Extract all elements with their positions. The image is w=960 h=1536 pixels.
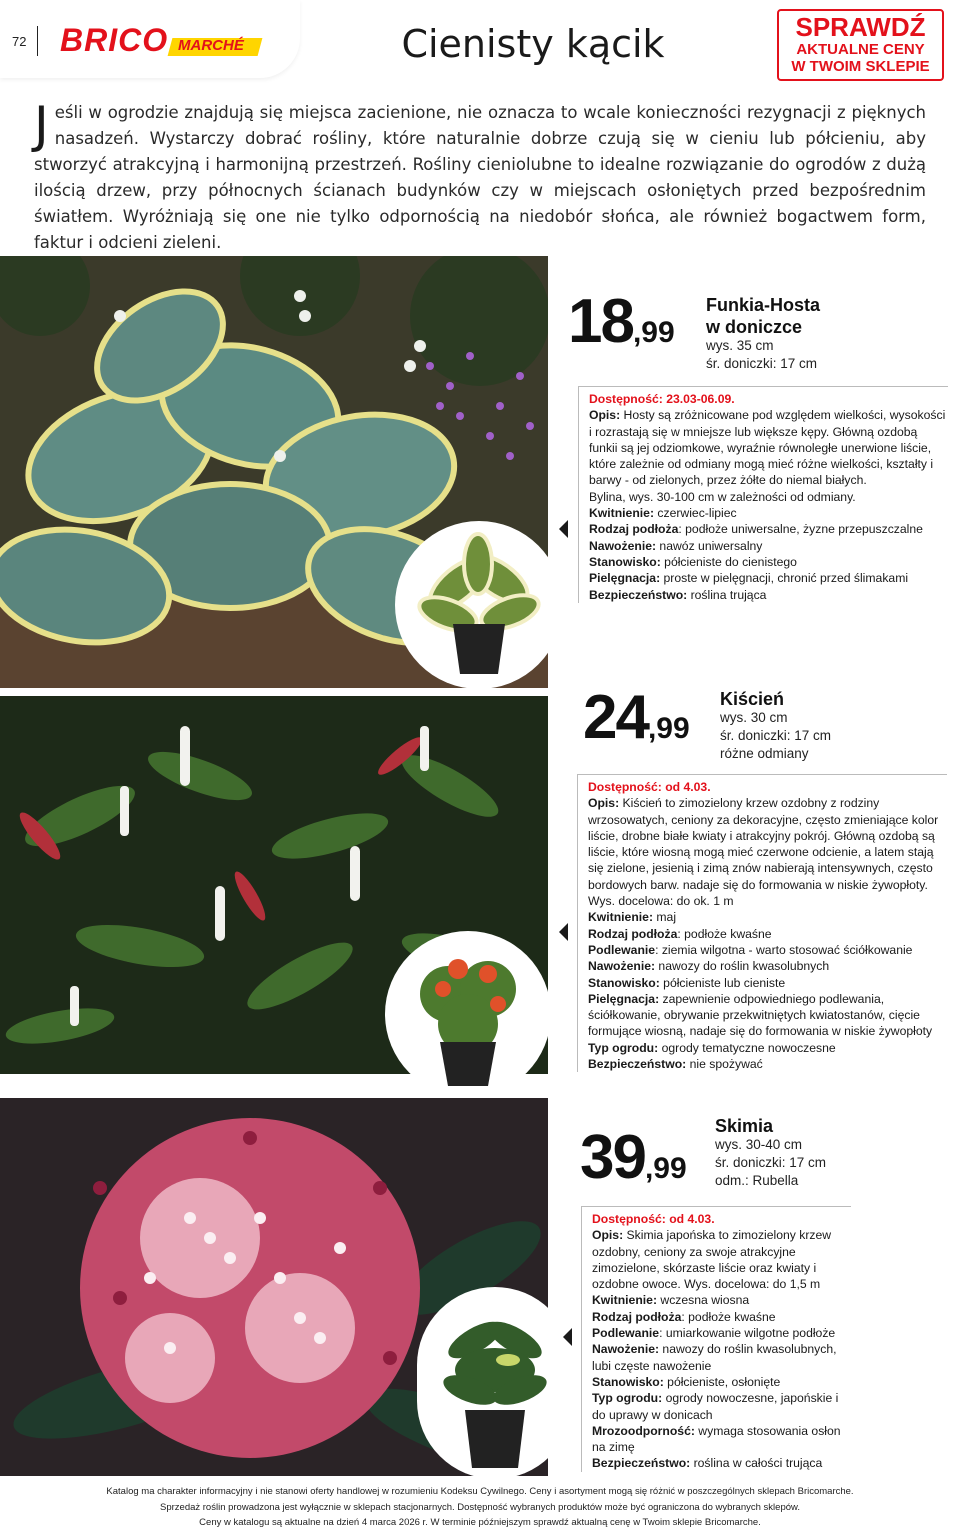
hosta-availability: Dostępność: 23.03-06.09. (589, 392, 735, 406)
skimia-name (715, 1115, 773, 1137)
intro-paragraph (34, 96, 926, 256)
legal-footer (20, 1484, 940, 1531)
skimia-desc-line: Podlewanie: umiarkowanie wilgotne podłoże (592, 1326, 836, 1341)
kiscien-desc-line: Bezpieczeństwo: nie spożywać (588, 1057, 763, 1072)
kiscien-desc-line: Podlewanie: ziemia wilgotna - warto stosować ściółkowanie (588, 942, 913, 957)
check-prices-line2: AKTUALNE CENY (796, 41, 925, 58)
check-prices-line1: SPRAWDŹ (795, 12, 926, 42)
kiscien-desc-line: Typ ogrodu: ogrody tematyczne nowoczesne (588, 1040, 836, 1055)
skimia-specs (715, 1136, 826, 1190)
kiscien-pot-size: śr. doniczki: 17 cm (720, 728, 832, 743)
hosta-pot-photo (398, 524, 560, 686)
skimia-pointer-icon (563, 1328, 572, 1346)
hosta-height: wys. 35 cm (706, 338, 774, 353)
logo-brico-text: BRICO (60, 22, 169, 58)
kiscien-desc-line: Kwitnienie: maj (588, 910, 677, 925)
skimia-description (581, 1206, 851, 1472)
kiscien-specs (720, 709, 831, 763)
skimia-height: wys. 30-40 cm (715, 1137, 803, 1152)
check-prices-line3: W TWOIM SKLEPIE (791, 58, 930, 75)
page-number: 72 (12, 34, 27, 49)
intro-dropcap: J (34, 96, 49, 154)
page-title: Cienisty kącik (401, 22, 665, 66)
intro-text: eśli w ogrodzie znajdują się miejsca zacienione, nie oznacza to wcale konieczności rezygnacji z pięknych nasadzeń. Wystarczy dobrać rośliny, które naturalnie dobrze czują się w cieniu lub półcieniu, aby stworzyć atrakcyjną i harmonijną przestrzeń. Rośliny cieniolubne to idealne rozwiązanie do ogrodów z dużą ilością drzew, przy północnych ścianach budynków czy w miejscach osłoniętych przed bezpośrednim światłem. Wyróżniają się one nie tylko odpornością na niedobór słońca, ale również bogactwem form, faktur i odcieni zieleni. (34, 103, 926, 252)
kiscien-height: wys. 30 cm (720, 710, 788, 725)
logo-marche-text: MARCHÉ (178, 37, 244, 54)
hosta-desc-line: Bylina, wys. 30-100 cm w zależności od odmiany. (589, 489, 856, 504)
hosta-description (578, 386, 948, 603)
hosta-name-line1: Funkia-Hosta (706, 295, 821, 315)
skimia-variety: odm.: Rubella (715, 1173, 799, 1188)
skimia-price-dec: ,99 (644, 1152, 687, 1185)
skimia-desc-line: Opis: Skimia japońska to zimozielony krzew ozdobny, ceniony za swoje atrakcyjne zimozielone, skórzaste liście oraz kwiaty i ozdobne owoce. Wys. docelowa: do 1,5 m (592, 1228, 832, 1292)
skimia-desc-line: Mrozoodporność: wymaga stosowania osłon na zimę (592, 1423, 841, 1455)
kiscien-availability: Dostępność: od 4.03. (588, 780, 711, 794)
skimia-price-int: 39 (580, 1123, 645, 1192)
hosta-desc-line: Nawożenie: nawóz uniwersalny (589, 538, 763, 553)
skimia-availability: Dostępność: od 4.03. (592, 1212, 715, 1226)
skimia-desc-line: Bezpieczeństwo: roślina w całości trująca (592, 1456, 823, 1471)
skimia-name-line1: Skimia (715, 1116, 774, 1136)
kiscien-desc-line: Pielęgnacja: zapewnienie odpowiedniego podlewania, ściółkowanie, obrywanie przekwitniętych kwiatostanów, cięcie formujące wiosną, nadaje się do formowania w niskie żywopłoty (588, 991, 933, 1039)
kiscien-desc-line: Stanowisko: półcieniste lub cieniste (588, 975, 786, 990)
kiscien-price-dec: ,99 (647, 712, 690, 745)
skimia-price (580, 1123, 687, 1192)
hosta-price (568, 287, 675, 356)
hosta-price-dec: ,99 (632, 316, 675, 349)
kiscien-desc-line: Nawożenie: nawozy do roślin kwasolubnych (588, 959, 830, 974)
skimia-desc-line: Rodzaj podłoża: podłoże kwaśne (592, 1309, 776, 1324)
footer-line2: Sprzedaż roślin prowadzona jest wyłącznie w sklepach stacjonarnych. Dostępność wybranych produktów może być ograniczona do wybranych sklepów. (160, 1501, 800, 1513)
skimia-desc-line: Typ ogrodu: ogrody nowoczesne, japońskie i do uprawy w donicach (592, 1391, 839, 1422)
kiscien-desc-line: Rodzaj podłoża: podłoże kwaśne (588, 926, 772, 941)
kiscien-price-int: 24 (583, 683, 648, 752)
photo-credit: iStock (508, 628, 533, 638)
kiscien-description (577, 774, 947, 1072)
footer-line3: Ceny w katalogu są aktualne na dzień 4 marca 2026 r. W terminie późniejszym sprawdź aktualną cenę w Twoim sklepie Bricomarche. (199, 1517, 761, 1528)
kiscien-name (720, 688, 784, 710)
hosta-desc-line: Stanowisko: półcieniste do cienistego (589, 554, 797, 569)
hosta-desc-line: Pielęgnacja: proste w pielęgnacji, chronić przed ślimakami (589, 571, 909, 586)
hosta-desc-line: Bezpieczeństwo: roślina trująca (589, 587, 767, 602)
hosta-pointer-icon (559, 520, 568, 538)
hosta-desc-line: Rodzaj podłoża: podłoże uniwersalne, żyzne przepuszczalne (589, 522, 923, 537)
hosta-name (706, 294, 820, 338)
skimia-pot-size: śr. doniczki: 17 cm (715, 1155, 827, 1170)
skimia-desc-line: Nawożenie: nawozy do roślin kwasolubnych, lubi częste nawożenie (592, 1342, 837, 1373)
kiscien-variety: różne odmiany (720, 746, 809, 761)
hosta-pot-size: śr. doniczki: 17 cm (706, 356, 818, 371)
hosta-price-int: 18 (568, 287, 633, 356)
hosta-desc-line: Opis: Hosty są zróżnicowane pod względem wielkości, wysokości i rozrastają się w mniejsze lub większe kępy. Główną ozdobą funkii są jej odziomkowe, wyraźnie równoległe unerwione liście, które zależnie od odmiany mogą mieć różne wielkości, kształty i barwy - od zielonych, przez żółte do niemal białych. (589, 408, 946, 488)
skimia-desc-line: Kwitnienie: wczesna wiosna (592, 1293, 750, 1308)
skimia-pot-photo (420, 1290, 570, 1476)
kiscien-desc-line: Opis: Kiścień to zimozielony krzew ozdobny z rodziny wrzosowatych, ceniony za dekoracyjne, często zmieniające kolor liście, drobne białe kwiaty i atrakcyjny pokrój. Główną ozdobą są liście, które wiosną mogą mieć czerwone odcienie, a latem stają się zielone, jesienią i zimą znów nabierają intensywnych, często bordowych barw. nadaje się do formowania w niskie żywopłoty. Wys. docelowa: do ok. 1 m (588, 796, 939, 909)
kiscien-name-line1: Kiścień (720, 689, 785, 709)
check-prices-badge (777, 9, 944, 81)
kiscien-pot-photo (388, 934, 548, 1094)
kiscien-price (583, 683, 690, 752)
skimia-desc-line: Stanowisko: półcieniste, osłonięte (592, 1374, 781, 1389)
footer-line1: Katalog ma charakter informacyjny i nie stanowi oferty handlowej w rozumieniu Kodeksu Cywilnego. Ceny i asortyment mogą się różnić w poszczególnych sklepach Bricomarche. (106, 1486, 854, 1497)
hosta-specs (706, 337, 817, 373)
kiscien-pointer-icon (559, 923, 568, 941)
hosta-name-line2: w doniczce (706, 317, 803, 337)
hosta-desc-line: Kwitnienie: czerwiec-lipiec (589, 506, 737, 521)
